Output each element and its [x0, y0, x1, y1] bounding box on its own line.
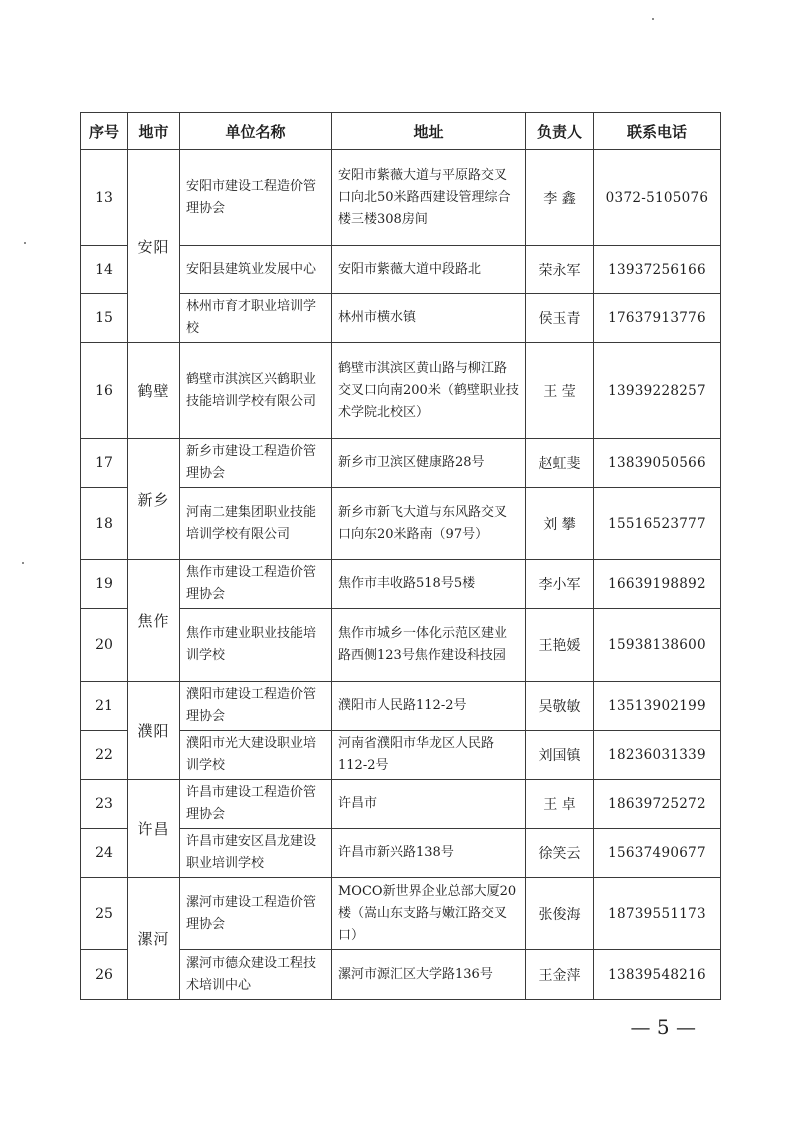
row-address: 许昌市新兴路138号: [332, 829, 526, 878]
table-row: [81, 150, 721, 246]
scan-speck: [652, 18, 654, 20]
row-org-name: 漯河市建设工程造价管理协会: [180, 878, 332, 950]
row-address: 林州市横水镇: [332, 294, 526, 343]
row-address: 焦作市丰收路518号5楼: [332, 560, 526, 609]
header-city: 地市: [128, 113, 180, 150]
row-phone: 15516523777: [594, 488, 721, 560]
row-person: 王金萍: [526, 950, 594, 1000]
page-number: — 5 —: [630, 1015, 696, 1039]
row-index: 17: [81, 439, 128, 488]
row-index: 26: [81, 950, 128, 1000]
row-person: 侯玉青: [526, 294, 594, 343]
row-address: 新乡市卫滨区健康路28号: [332, 439, 526, 488]
row-person: 刘 攀: [526, 488, 594, 560]
header-index: 序号: [81, 113, 128, 150]
row-phone: 18639725272: [594, 780, 721, 829]
row-org-name: 濮阳市光大建设职业培训学校: [180, 731, 332, 780]
row-address: 焦作市城乡一体化示范区建业路西侧123号焦作建设科技园: [332, 609, 526, 682]
table-row: [81, 560, 721, 609]
table-row: [81, 878, 721, 950]
row-org-name: 濮阳市建设工程造价管理协会: [180, 682, 332, 731]
row-person: 王艳媛: [526, 609, 594, 682]
row-phone: 13839050566: [594, 439, 721, 488]
row-index: 20: [81, 609, 128, 682]
row-city: 焦作: [128, 560, 180, 682]
header-phone: 联系电话: [594, 113, 721, 150]
row-index: 18: [81, 488, 128, 560]
row-person: 荣永军: [526, 246, 594, 294]
header-org-name: 单位名称: [180, 113, 332, 150]
row-org-name: 焦作市建业职业技能培训学校: [180, 609, 332, 682]
row-address: MOCO新世界企业总部大厦20楼（嵩山东支路与嫩江路交叉口）: [332, 878, 526, 950]
row-org-name: 漯河市德众建设工程技术培训中心: [180, 950, 332, 1000]
row-org-name: 许昌市建设工程造价管理协会: [180, 780, 332, 829]
row-index: 19: [81, 560, 128, 609]
row-address: 濮阳市人民路112-2号: [332, 682, 526, 731]
row-address: 新乡市新飞大道与东风路交叉口向东20米路南（97号）: [332, 488, 526, 560]
row-city: 许昌: [128, 780, 180, 878]
row-index: 16: [81, 343, 128, 439]
row-person: 徐笑云: [526, 829, 594, 878]
row-address: 鹤壁市淇滨区黄山路与柳江路交叉口向南200米（鹤壁职业技术学院北校区）: [332, 343, 526, 439]
row-address: 许昌市: [332, 780, 526, 829]
row-person: 王 卓: [526, 780, 594, 829]
row-index: 13: [81, 150, 128, 246]
row-phone: 13939228257: [594, 343, 721, 439]
scan-speck: [22, 562, 24, 564]
row-address: 安阳市紫薇大道中段路北: [332, 246, 526, 294]
row-phone: 13839548216: [594, 950, 721, 1000]
row-index: 21: [81, 682, 128, 731]
row-index: 22: [81, 731, 128, 780]
header-person: 负责人: [526, 113, 594, 150]
row-address: 安阳市紫薇大道与平原路交叉口向北50米路西建设管理综合楼三楼308房间: [332, 150, 526, 246]
row-city: 漯河: [128, 878, 180, 1000]
table-row: [81, 439, 721, 488]
row-org-name: 新乡市建设工程造价管理协会: [180, 439, 332, 488]
row-index: 23: [81, 780, 128, 829]
row-org-name: 安阳市建设工程造价管理协会: [180, 150, 332, 246]
row-person: 李 鑫: [526, 150, 594, 246]
row-org-name: 鹤壁市淇滨区兴鹤职业技能培训学校有限公司: [180, 343, 332, 439]
header-address: 地址: [332, 113, 526, 150]
row-city: 新乡: [128, 439, 180, 560]
row-org-name: 河南二建集团职业技能培训学校有限公司: [180, 488, 332, 560]
row-phone: 18739551173: [594, 878, 721, 950]
row-city: 安阳: [128, 150, 180, 343]
row-person: 张俊海: [526, 878, 594, 950]
table-row: [81, 682, 721, 731]
row-org-name: 焦作市建设工程造价管理协会: [180, 560, 332, 609]
row-phone: 17637913776: [594, 294, 721, 343]
row-person: 刘国镇: [526, 731, 594, 780]
row-address: 漯河市源汇区大学路136号: [332, 950, 526, 1000]
row-address: 河南省濮阳市华龙区人民路112-2号: [332, 731, 526, 780]
table-row: [81, 343, 721, 439]
training-institutions-table: [80, 112, 721, 1000]
row-phone: 15938138600: [594, 609, 721, 682]
row-person: 吴敬敏: [526, 682, 594, 731]
row-index: 14: [81, 246, 128, 294]
row-phone: 16639198892: [594, 560, 721, 609]
row-person: 赵虹斐: [526, 439, 594, 488]
row-index: 15: [81, 294, 128, 343]
row-org-name: 安阳县建筑业发展中心: [180, 246, 332, 294]
row-org-name: 林州市育才职业培训学校: [180, 294, 332, 343]
row-phone: 18236031339: [594, 731, 721, 780]
row-city: 鹤壁: [128, 343, 180, 439]
table-header-row: [81, 113, 721, 150]
row-phone: 0372-5105076: [594, 150, 721, 246]
row-phone: 13513902199: [594, 682, 721, 731]
row-index: 25: [81, 878, 128, 950]
row-index: 24: [81, 829, 128, 878]
row-org-name: 许昌市建安区昌龙建设职业培训学校: [180, 829, 332, 878]
row-phone: 13937256166: [594, 246, 721, 294]
row-person: 王 莹: [526, 343, 594, 439]
row-person: 李小军: [526, 560, 594, 609]
table-row: [81, 780, 721, 829]
scan-speck: [24, 242, 26, 244]
row-phone: 15637490677: [594, 829, 721, 878]
row-city: 濮阳: [128, 682, 180, 780]
